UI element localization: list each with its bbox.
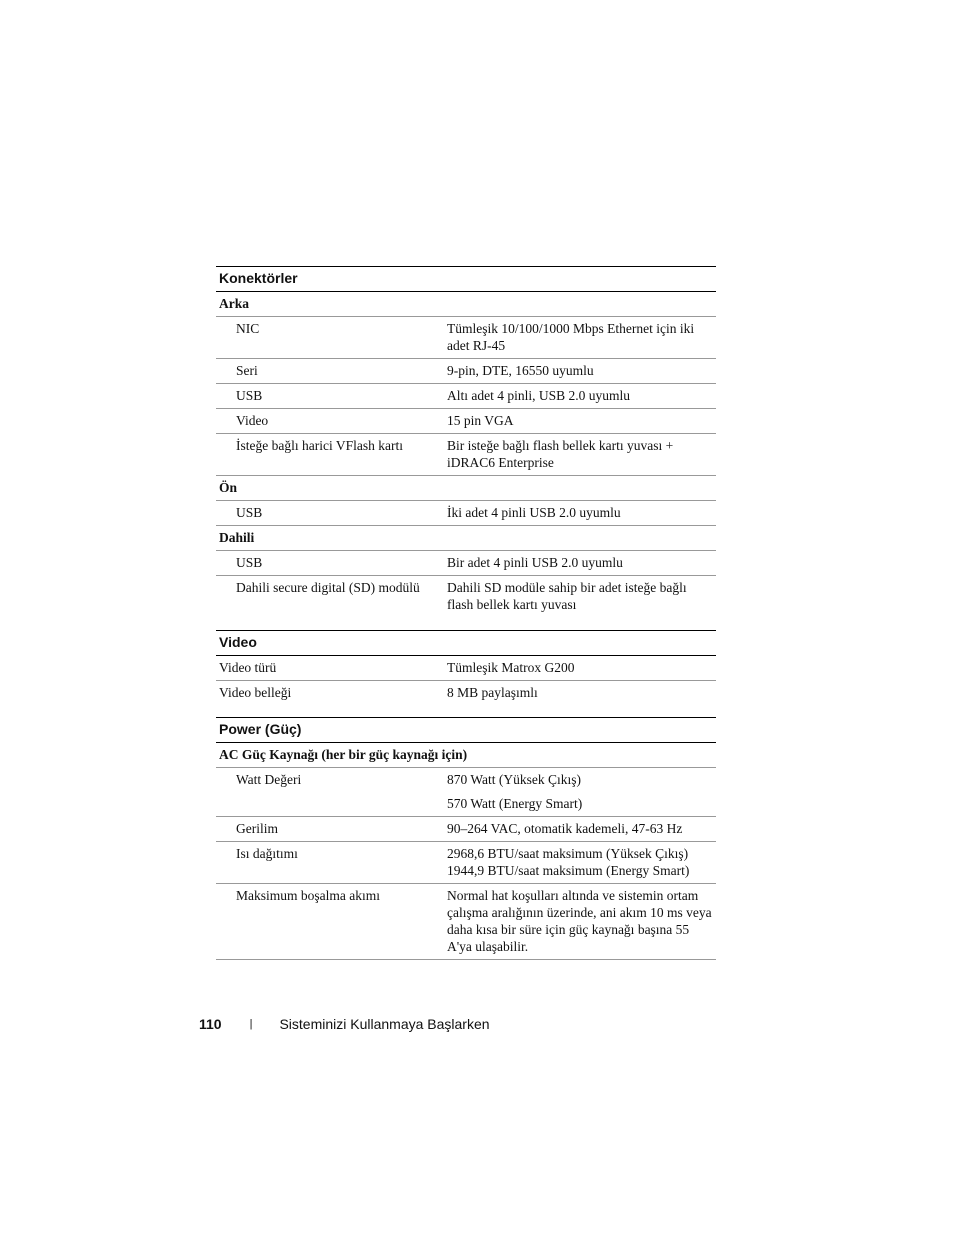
table-row — [216, 576, 716, 617]
power-heading: Power (Güç) — [216, 717, 716, 743]
spec-name: Video belleği — [219, 685, 292, 700]
spec-value: 8 MB paylaşımlı — [447, 685, 538, 700]
spec-name: İsteğe bağlı harici VFlash kartı — [236, 438, 403, 453]
internal-subheading-row — [216, 526, 716, 551]
ac-subheading: AC Güç Kaynağı (her bir güç kaynağı için) — [219, 747, 468, 762]
spec-value: Altı adet 4 pinli, USB 2.0 uyumlu — [447, 388, 631, 403]
spec-name: USB — [236, 555, 263, 570]
table-row — [216, 768, 716, 792]
spec-name: USB — [236, 388, 263, 403]
rear-subheading: Arka — [219, 296, 249, 311]
internal-subheading: Dahili — [219, 530, 255, 545]
table-row — [216, 656, 716, 681]
video-table — [216, 630, 716, 705]
spec-value: 9-pin, DTE, 16550 uyumlu — [447, 363, 594, 378]
spec-name: Gerilim — [236, 821, 278, 836]
spec-name: Watt Değeri — [236, 772, 302, 787]
table-row — [216, 817, 716, 842]
ac-subheading-row — [216, 743, 716, 768]
front-subheading: Ön — [219, 480, 238, 495]
table-row — [216, 409, 716, 434]
front-subheading-row — [216, 476, 716, 501]
video-heading: Video — [216, 630, 716, 656]
table-row — [216, 681, 716, 705]
spec-value: Bir adet 4 pinli USB 2.0 uyumlu — [447, 555, 623, 570]
spec-value: Tümleşik Matrox G200 — [447, 660, 575, 675]
footer-separator: | — [249, 1018, 253, 1030]
table-row — [216, 884, 716, 960]
table-row — [216, 792, 716, 817]
connectors-heading: Konektörler — [216, 266, 716, 292]
spec-name: NIC — [236, 321, 260, 336]
table-row — [216, 384, 716, 409]
spec-value: 90–264 VAC, otomatik kademeli, 47-63 Hz — [447, 821, 683, 836]
spec-value: İki adet 4 pinli USB 2.0 uyumlu — [447, 505, 621, 520]
spec-value: 15 pin VGA — [447, 413, 514, 428]
power-table — [216, 717, 716, 960]
table-row — [216, 317, 716, 359]
spec-value: 2968,6 BTU/saat maksimum (Yüksek Çıkış) 1944,9 BTU/saat maksimum (Energy Smart) — [447, 846, 690, 878]
table-row — [216, 434, 716, 476]
spec-value: Dahili SD modüle sahip bir adet isteğe bağlı flash bellek kartı yuvası — [447, 580, 687, 612]
spec-value: Normal hat koşulları altında ve sistemin ortam çalışma aralığının üzerinde, ani akım 10 ms veya daha kısa bir süre için güç kaynağı başına 55 A'ya ulaşabilir. — [447, 888, 712, 954]
footer-title: Sisteminizi Kullanmaya Başlarken — [279, 1016, 490, 1032]
table-row — [216, 359, 716, 384]
spec-name: Video türü — [219, 660, 277, 675]
spec-value: Bir isteğe bağlı flash bellek kartı yuvası + iDRAC6 Enterprise — [447, 438, 674, 470]
page-footer — [199, 1016, 490, 1032]
table-row — [216, 501, 716, 526]
table-row — [216, 551, 716, 576]
spec-name: Dahili secure digital (SD) modülü — [236, 580, 420, 595]
spec-name: USB — [236, 505, 263, 520]
page-number: 110 — [199, 1016, 222, 1032]
table-row — [216, 842, 716, 884]
spec-value: Tümleşik 10/100/1000 Mbps Ethernet için iki adet RJ-45 — [447, 321, 695, 353]
spec-name: Isı dağıtımı — [236, 846, 298, 861]
spec-name: Maksimum boşalma akımı — [236, 888, 380, 903]
rear-subheading-row — [216, 292, 716, 317]
spec-name: Video — [236, 413, 269, 428]
connectors-table — [216, 266, 716, 617]
spec-name: Seri — [236, 363, 258, 378]
spec-value: 570 Watt (Energy Smart) — [447, 796, 583, 811]
spec-value: 870 Watt (Yüksek Çıkış) — [447, 772, 582, 787]
